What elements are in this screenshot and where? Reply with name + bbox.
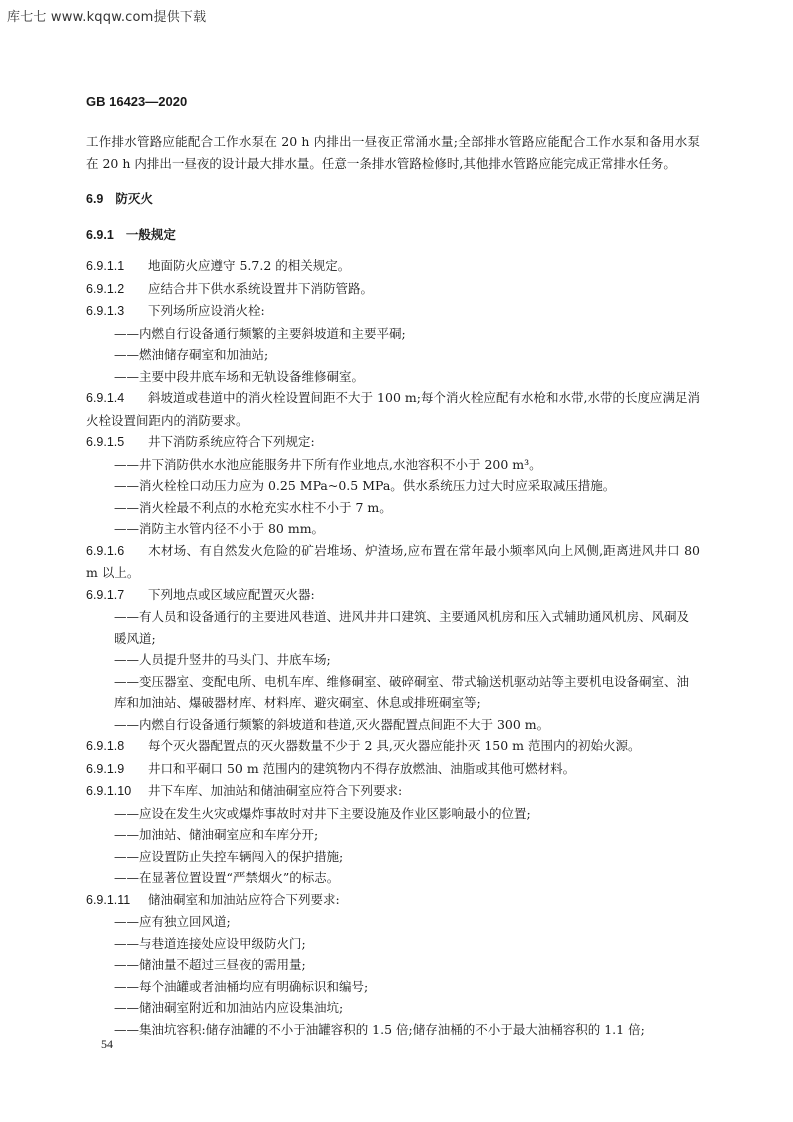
clause-list <box>86 255 700 1040</box>
clause-text: 每个灭火器配置点的灭火器数量不少于 2 具,灭火器应能扑灭 150 m 范围内的初始火源。 <box>148 738 641 753</box>
clause-number: 6.9.1.11 <box>86 892 131 907</box>
dash-list-item: ——燃油储存硐室和加油站; <box>114 347 269 362</box>
subsection-heading <box>86 224 700 246</box>
clause-item <box>86 735 700 758</box>
clause-item <box>86 889 700 912</box>
subsection-title: 一般规定 <box>125 226 176 242</box>
dash-list-item: ——应设置防止失控车辆闯入的保护措施; <box>114 848 344 864</box>
document-body <box>86 131 700 1040</box>
clause-number: 6.9.1.1 <box>86 259 125 273</box>
dash-list-item: ——消火栓栓口动压力应为 0.25 MPa~0.5 MPa。供水系统压力过大时应采取减压措施。 <box>114 478 616 493</box>
clause-text: 地面防火应遵守 5.7.2 的相关规定。 <box>148 258 351 273</box>
dash-list-item: ——与巷道连接处应设甲级防火门; <box>114 935 306 951</box>
subsection-number: 6.9.1 <box>86 227 114 242</box>
page-number: 54 <box>101 1037 113 1051</box>
clause-item <box>86 300 700 323</box>
standard-code-header: GB 16423—2020 <box>86 94 188 109</box>
clause-number: 6.9.1.8 <box>86 739 125 753</box>
clause-text: 下列地点或区域应配置灭火器: <box>148 586 315 602</box>
clause-item <box>86 780 700 803</box>
dash-list-item: ——在显著位置设置“严禁烟火”的标志。 <box>114 870 340 885</box>
dash-list-item: ——消防主水管内径不小于 80 mm。 <box>114 521 325 536</box>
watermark-text: 库七七 www.kqqw.com提供下载 <box>7 10 207 25</box>
dash-list-item: ——集油坑容积:储存油罐的不小于油罐容积的 1.5 倍;储存油桶的不小于最大油桶容积的 1.1 倍; <box>114 1021 645 1037</box>
clause-item <box>86 540 700 584</box>
clause-item <box>86 758 700 781</box>
intro-paragraph: 工作排水管路应能配合工作水泵在 20 h 内排出一昼夜正常涌水量;全部排水管路应能配合工作水泵和备用水泵在 20 h 内排出一昼夜的设计最大排水量。任意一条排水管路检修时,其他排水管路应能完成正常排水任务。 <box>86 134 700 171</box>
clause-text: 储油硐室和加油站应符合下列要求: <box>148 891 340 907</box>
clause-text: 应结合井下供水系统设置井下消防管路。 <box>148 280 374 296</box>
clause-number: 6.9.1.10 <box>86 784 132 798</box>
clause-number: 6.9.1.5 <box>86 435 125 449</box>
clause-number: 6.9.1.7 <box>86 587 125 602</box>
dash-list-item: ——储油硐室附近和加油站内应设集油坑; <box>114 1000 344 1015</box>
clause-text: 井下消防系统应符合下列规定: <box>148 434 315 449</box>
clause-item <box>86 431 700 454</box>
dash-list-item: ——有人员和设备通行的主要进风巷道、进风井井口建筑、主要通风机房和压入式辅助通风机房、风硐及暖风道; <box>114 609 690 646</box>
section-number: 6.9 <box>86 192 104 206</box>
dash-list-item: ——变压器室、变配电所、电机车库、维修硐室、破碎硐室、带式输送机驱动站等主要机电设备硐室、油库和加油站、爆破器材库、材料库、避灾硐室、休息或排班硐室等; <box>114 673 690 710</box>
dash-list-item: ——人员提升竖井的马头门、井底车场; <box>114 652 331 667</box>
dash-list-item: ——内燃自行设备通行频繁的斜坡道和巷道,灭火器配置点间距不大于 300 m。 <box>114 716 550 732</box>
dash-list-item: ——应设在发生火灾或爆炸事故时对井下主要设施及作业区影响最小的位置; <box>114 805 531 821</box>
clause-number: 6.9.1.3 <box>86 304 125 318</box>
clause-number: 6.9.1.2 <box>86 281 125 296</box>
clause-number: 6.9.1.9 <box>86 761 125 776</box>
dash-list-item: ——井下消防供水水池应能服务井下所有作业地点,水池容积不小于 200 m³。 <box>114 456 542 472</box>
clause-item <box>86 278 700 301</box>
clause-item <box>86 584 700 607</box>
clause-text: 斜坡道或巷道中的消火栓设置间距不大于 100 m;每个消火栓应配有水枪和水带,水带的长度应满足消火栓设置间距内的消防要求。 <box>86 390 700 428</box>
dash-list-item: ——消火栓最不利点的水枪充实水柱不小于 7 m。 <box>114 499 392 515</box>
clause-item <box>86 387 700 431</box>
dash-list-item: ——储油量不超过三昼夜的需用量; <box>114 957 306 972</box>
clause-item <box>86 255 700 278</box>
dash-list-item: ——每个油罐或者油桶均应有明确标识和编号; <box>114 978 369 994</box>
section-title: 防灭火 <box>115 191 153 206</box>
dash-list-item: ——主要中段井底车场和无轨设备维修硐室。 <box>114 368 365 384</box>
dash-list-item: ——内燃自行设备通行频繁的主要斜坡道和主要平硐; <box>114 325 406 341</box>
clause-text: 下列场所应设消火栓: <box>148 303 265 318</box>
clause-text: 木材场、有自然发火危险的矿岩堆场、炉渣场,应布置在常年最小频率风向上风侧,距离进风井口 80 m 以上。 <box>86 542 700 580</box>
clause-number: 6.9.1.6 <box>86 543 125 558</box>
clause-text: 井下车库、加油站和储油硐室应符合下列要求: <box>148 783 403 798</box>
clause-number: 6.9.1.4 <box>86 391 125 405</box>
section-heading <box>86 188 700 210</box>
dash-list-item: ——应有独立回风道; <box>114 914 231 929</box>
clause-text: 井口和平硐口 50 m 范围内的建筑物内不得存放燃油、油脂或其他可燃材料。 <box>148 760 576 776</box>
dash-list-item: ——加油站、储油硐室应和车库分开; <box>114 827 319 842</box>
